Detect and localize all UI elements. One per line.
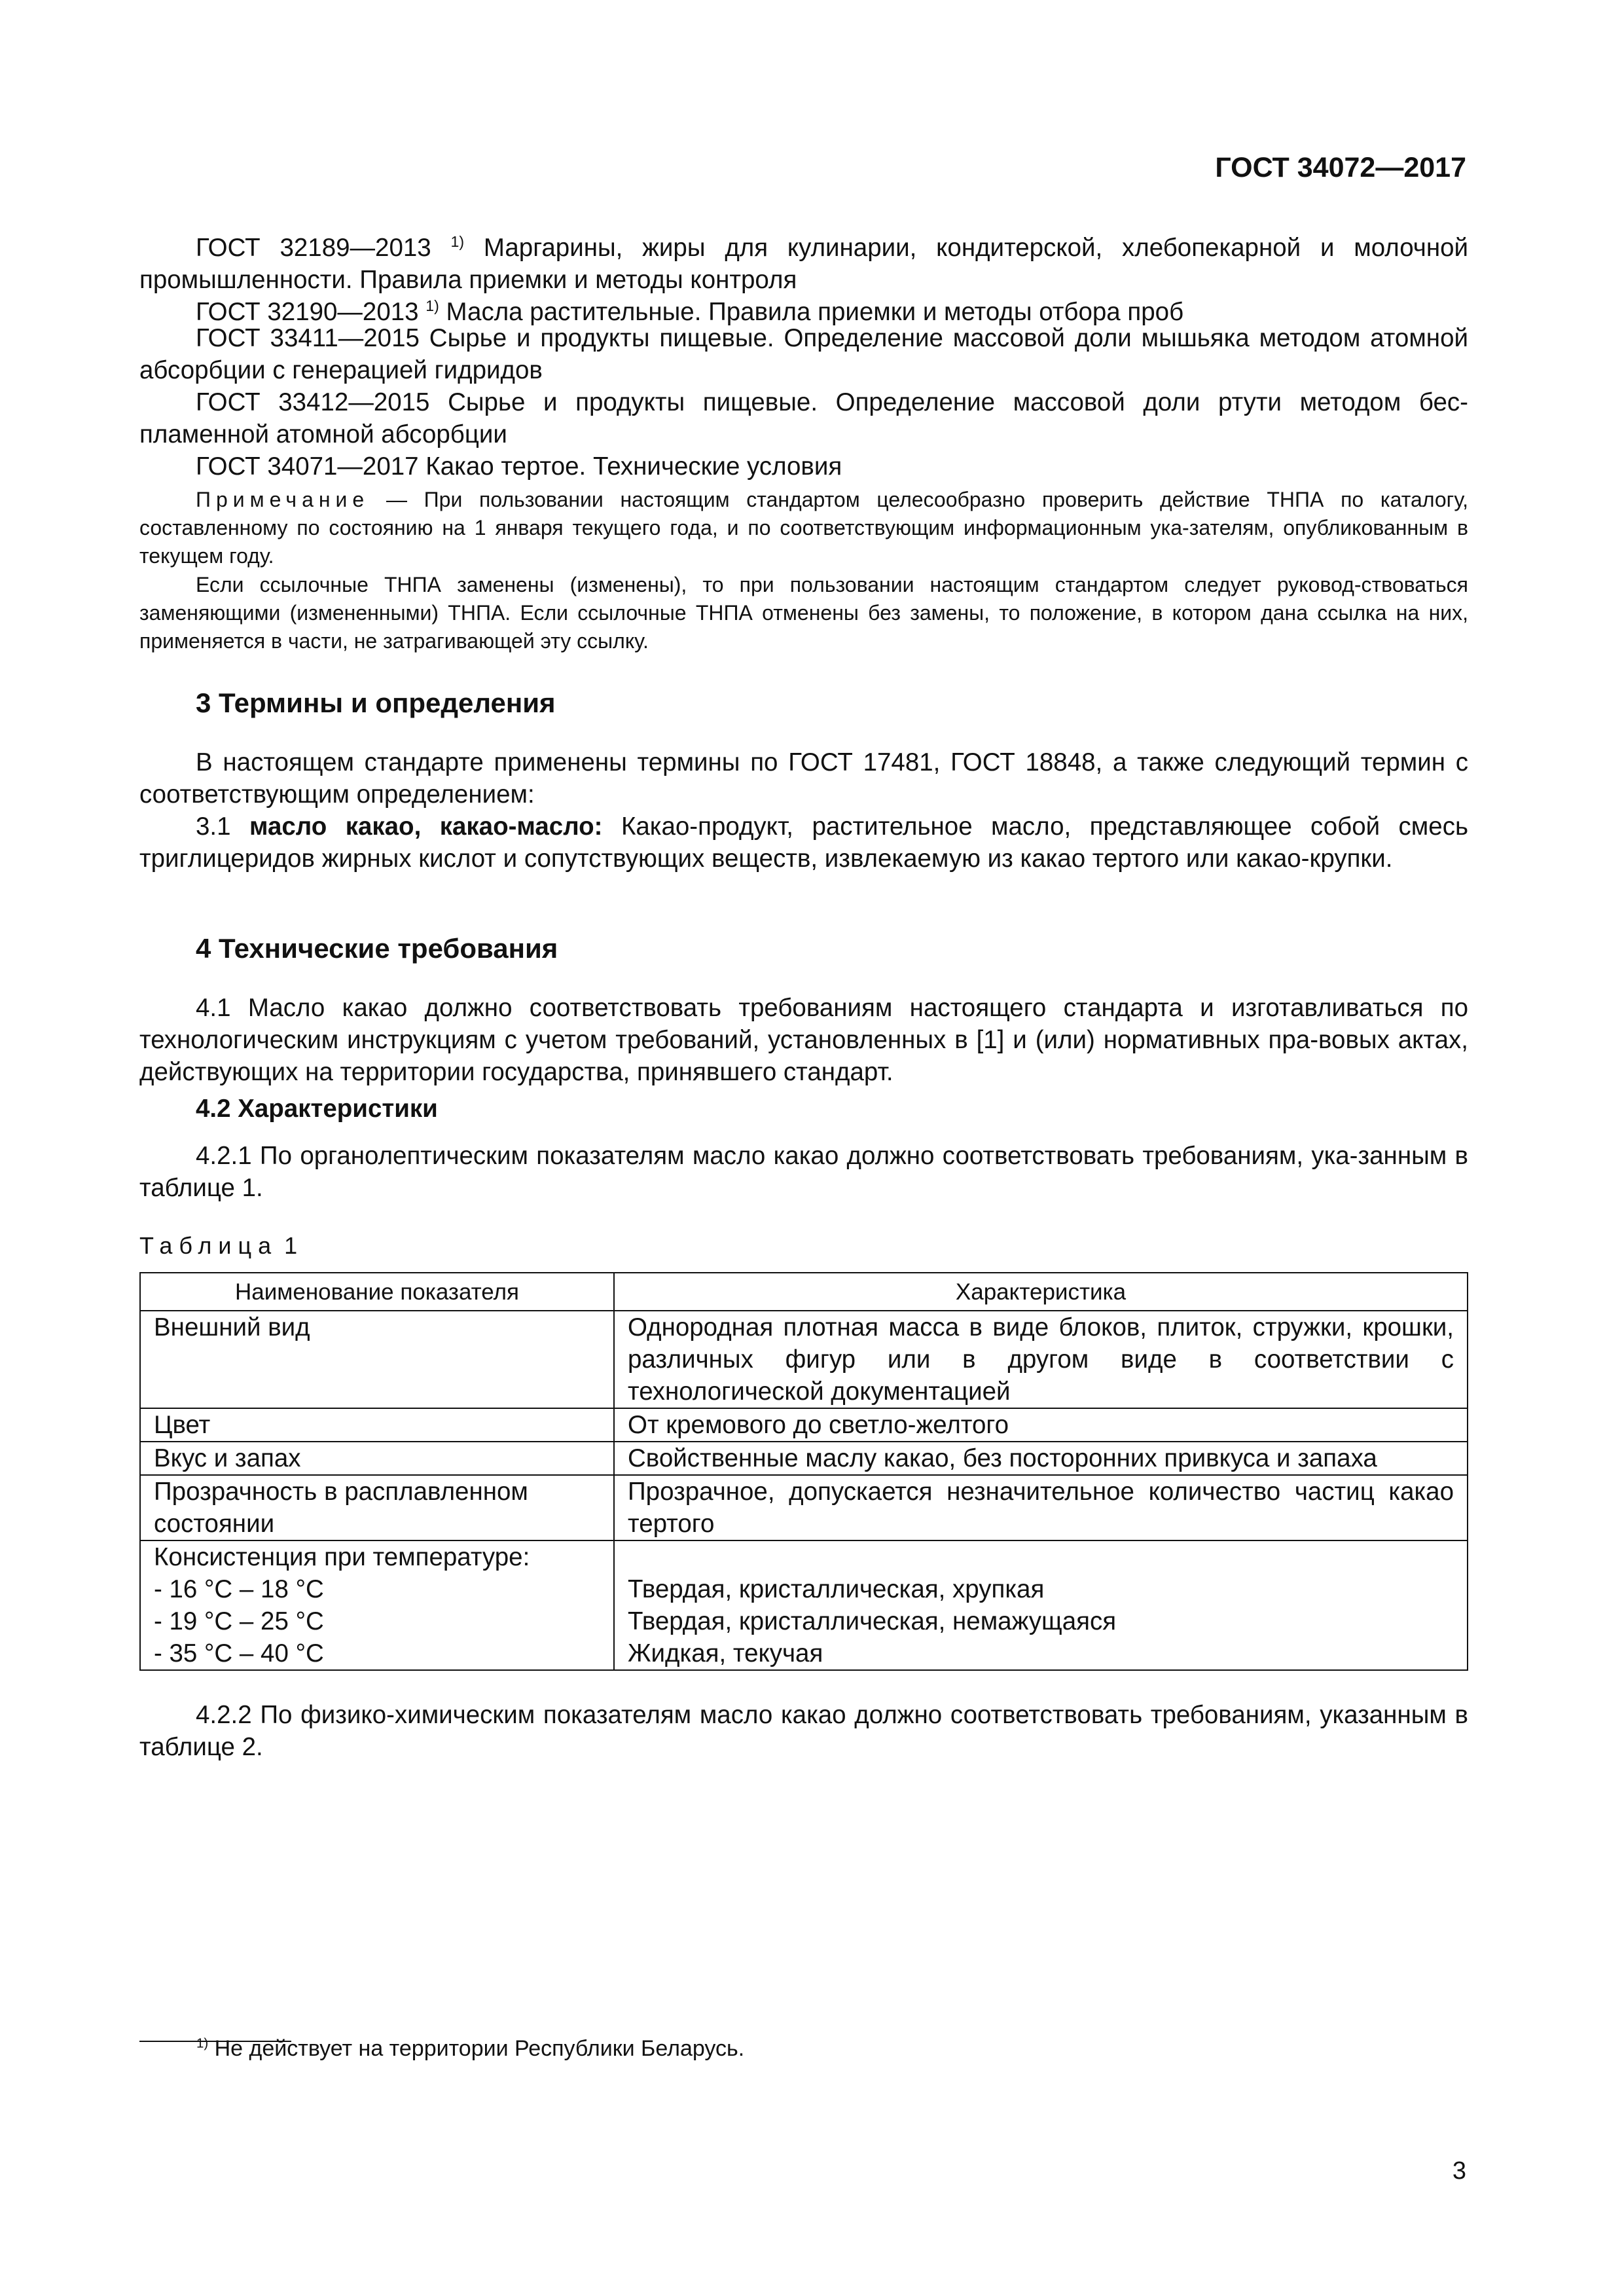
table-1-caption — [139, 1232, 297, 1260]
section-4-title: 4 Технические требования — [196, 933, 558, 964]
table-row-consistency — [140, 1540, 1468, 1670]
subsection-4-2-title: 4.2 Характеристики — [196, 1095, 438, 1123]
note-paragraph — [139, 486, 1468, 570]
section-3-title: 3 Термины и определения — [196, 687, 556, 718]
term-definition-text: Какао-продукт, растительное масло, представляющее собой смесь триглицеридов жирных кислот и сопутствующих веществ, извлекаемую из какао тертого или какао-крупки. — [139, 812, 1469, 873]
table-caption-word: Таблица — [139, 1232, 278, 1259]
term-number: 3.1 — [196, 812, 231, 841]
table-header-cell: Характеристика — [614, 1273, 1468, 1311]
reference-title: Маргарины, жиры для кулинарии, кондитерской, хлебопекарной и молочной промышленности. Правила приемки и методы контроля — [139, 233, 1468, 294]
table-cell-name: Цвет — [140, 1408, 614, 1442]
table-1 — [139, 1272, 1468, 1671]
reference-gost-33411 — [139, 322, 1468, 386]
reference-standard: ГОСТ 32190—2013 — [196, 297, 419, 326]
consistency-label: Консистенция при температуре: — [154, 1543, 530, 1571]
reference-gost-34071 — [139, 450, 1468, 483]
table-cell-value: Прозрачное, допускается незначительное количество частиц какао тертого — [614, 1475, 1468, 1540]
reference-standard: ГОСТ 33411—2015 — [196, 324, 420, 352]
note-text: — При пользовании настоящим стандартом целесообразно проверить действие ТНПА по каталогу, составленному по состоянию на 1 января текущего года, и по соответствующим информационным ука-зателям, опубликованным в текущем году. — [139, 488, 1469, 568]
paragraph-4-2-1: 4.2.1 По органолептическим показателям масло какао должно соответствовать требованиям, ука-занным в таблице 1. — [139, 1142, 1468, 1202]
footnote-text: Не действует на территории Республики Беларусь. — [214, 2036, 745, 2061]
table-caption-number: 1 — [284, 1232, 298, 1259]
table-cell-value: От кремового до светло-желтого — [614, 1408, 1468, 1442]
table-row — [140, 1311, 1468, 1408]
table-cell-name: Вкус и запах — [140, 1442, 614, 1475]
reference-gost-32189 — [139, 226, 1468, 296]
paragraph-4-1: 4.1 Масло какао должно соответствовать требованиям настоящего стандарта и изготавливаться по технологическим инструкциям с учетом требований, установленных в [1] и (или) нормативных пра-вовых актах, действующих на территории государства, принявшего стандарт. — [139, 994, 1468, 1086]
paragraph-4-2-2: 4.2.2 По физико-химическим показателям масло какао должно соответствовать требованиям, указанным в таблице 2. — [139, 1701, 1468, 1761]
table-cell-name: Внешний вид — [140, 1311, 614, 1408]
consistency-value: Твердая, кристаллическая, хрупкая — [628, 1575, 1045, 1603]
table-header-row — [140, 1273, 1468, 1311]
reference-title: Какао тертое. Технические условия — [425, 452, 842, 481]
consistency-value: Твердая, кристаллическая, немажущаяся — [628, 1607, 1117, 1635]
reference-standard: ГОСТ 34071—2017 — [196, 452, 419, 481]
spacer — [628, 1541, 1454, 1573]
footnote-mark: 1) — [196, 2036, 209, 2051]
note-label: Примечание — [196, 488, 370, 511]
temperature-range: - 16 °С – 18 °С — [154, 1575, 324, 1603]
footnote-mark: 1) — [425, 297, 439, 314]
table-cell-name — [140, 1540, 614, 1670]
temperature-range: - 19 °С – 25 °С — [154, 1607, 324, 1635]
table-cell-value: Однородная плотная масса в виде блоков, плиток, стружки, крошки, различных фигур или в другом виде в соответствии с технологической документацией — [614, 1311, 1468, 1408]
table-cell-value: Свойственные маслу какао, без посторонних привкуса и запаха — [614, 1442, 1468, 1475]
reference-gost-33412 — [139, 386, 1468, 450]
footnote — [196, 2036, 744, 2062]
reference-standard: ГОСТ 32189—2013 — [196, 233, 431, 262]
term-definition — [139, 811, 1468, 875]
table-cell-name: Прозрачность в расплавленном состоянии — [140, 1475, 614, 1540]
term-name: масло какао, какао-масло: — [249, 812, 603, 841]
page-number: 3 — [1452, 2157, 1466, 2185]
reference-title: Сырье и продукты пищевые. Определение массовой доли мышьяка методом атомной абсорбции с генерацией гидридов — [139, 324, 1468, 384]
footnote-mark: 1) — [450, 233, 465, 250]
reference-title: Масла растительные. Правила приемки и методы отбора проб — [446, 297, 1184, 326]
note-paragraph-2: Если ссылочные ТНПА заменены (изменены), то при пользовании настоящим стандартом следует руковод-ствоваться заменяющими (измененными) ТНПА. Если ссылочные ТНПА отменены без замены, то положение, в котором дана ссылка на них, применяется в части, не затрагивающей эту ссылку. — [139, 573, 1468, 653]
table-header-cell: Наименование показателя — [140, 1273, 614, 1311]
reference-standard: ГОСТ 33412—2015 — [196, 388, 430, 416]
table-cell-value — [614, 1540, 1468, 1670]
consistency-value: Жидкая, текучая — [628, 1639, 823, 1667]
table-row — [140, 1408, 1468, 1442]
temperature-range: - 35 °С – 40 °С — [154, 1639, 324, 1667]
reference-title: Сырье и продукты пищевые. Определение массовой доли ртути методом бес-пламенной атомной абсорбции — [139, 388, 1468, 448]
table-row — [140, 1442, 1468, 1475]
document-header-id: ГОСТ 34072—2017 — [1215, 152, 1466, 183]
section-3-intro: В настоящем стандарте применены термины по ГОСТ 17481, ГОСТ 18848, а также следующий термин с соответствующим определением: — [139, 748, 1468, 809]
table-row — [140, 1475, 1468, 1540]
